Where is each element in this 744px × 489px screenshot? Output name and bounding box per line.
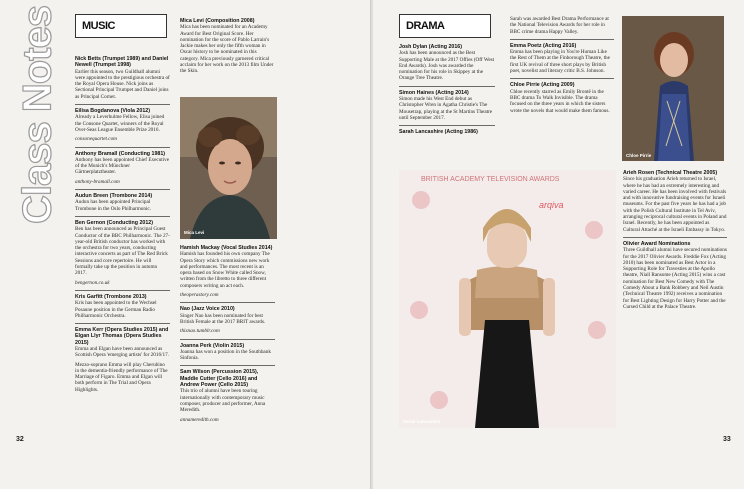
divider	[180, 339, 275, 340]
list-item: Emma Kerr (Opera Studies 2015) and Elgan Llyr Thomas (Opera Studies 2015) Emma and Elgan have been announced as Scottish Opera 'emerging artists' for 2016/17. Mezzo-soprano Emma will play Cherubino in the dementia-friendly performance of The Marriage of Figaro. Emma and Elgan will both perform in The Trial and Opera Highlights.	[75, 327, 169, 393]
list-item: Arieh Rosen (Technical Theatre 2005) Since his graduation Arieh returned to Israel, where he has had an extremely interesting and varied career. He has been involved with festivals and with innovative fundraising events for Israeli museums. For the past five years he has had a job with the Polish Cultural Institute in Tel Aviv, arranging reciprocal cultural events in Poland and Israel. Recently, he has been appointed as Cultural Attaché at the Israeli Embassy in Tokyo.	[623, 170, 727, 233]
divider	[180, 302, 275, 303]
divider	[75, 323, 170, 324]
drama-column-2	[510, 16, 614, 118]
list-item: Joanna Perk (Violin 2015) Joanna has won a position in the Southbank Sinfonia.	[180, 342, 271, 362]
music-column-1	[75, 56, 170, 397]
drama-column-1	[399, 44, 495, 140]
list-item: Nick Betts (Trumpet 1989) and Daniel Newell (Trumpet 1998) Earlier this season, two Guildhall alumni were appointed to the prestigious orchestra of the Royal Opera House. Nick joins as Sectional Principal Trumpet and Daniel joins as Principal Cornet.	[75, 56, 170, 100]
list-item: Olivier Award Nominations Three Guildhall alumni have secured nominations for the 2017 Olivier Awards. Freddie Fox (Acting 2010) has been nominated as Best Actor in a Supporting Role for Travesties at the Apollo theatre, Niall Ransome (Acting 2015) wins a cast nomination for Best New Comedy with The Comedy About a Bank Robbery and Neil Austin (Technical Theatre 1992) receives a nomination for Best Lighting Design for Harry Potter and the Cursed Child at the Palace Theatre.	[623, 240, 727, 310]
divider	[510, 39, 614, 40]
list-item: Anthony Bramall (Conducting 1981) Anthony has been appointed Chief Executive of the Munich's Münchner Gärtnerplatztheater. anthony-bramall.com	[75, 150, 170, 185]
left-page	[0, 0, 371, 489]
portrait-illustration	[180, 97, 277, 239]
chloe-pirrie-photo: Chloe Pirrie	[622, 16, 724, 161]
list-item: Sarah was awarded Best Drama Performance at the National Television Awards for her role in BBC crime drama Happy Valley.	[510, 16, 609, 35]
class-notes-title: Class Notes	[15, 6, 60, 224]
mica-levi-photo: Mica Levi	[180, 97, 277, 239]
drama-column-3	[623, 170, 727, 314]
list-item: Sarah Lancashire (Acting 1986)	[399, 129, 478, 136]
list-item: Chloe Pirrie (Acting 2009) Chloe recently starred as Emily Brontë in the BBC drama To Walk Invisible. The drama focused on the three years in which the sisters wrote the novels that would make them famous.	[510, 82, 610, 114]
divider	[75, 189, 170, 190]
divider	[75, 216, 170, 217]
divider	[399, 86, 495, 87]
list-item: Hamish Mackay (Vocal Studies 2014) Hamish has founded his own company The Opera Story which commissions new work and performances. The most recent is an opera based on Snow White called Snow, written from the libretto to three different composers writing an act each. theoperastory.com	[180, 245, 273, 299]
award-logo: arqiva	[539, 200, 564, 210]
divider	[75, 147, 170, 148]
list-item: Sam Wilson (Percussion 2015), Maddie Cutter (Cello 2016) and Andrew Power (Cello 2015) This trio of alumni have been touring internationally with contemporary music composer, producer and performer, Anna Meredith. annameredith.com	[180, 369, 266, 423]
list-item: Ben Gernon (Conducting 2012) Ben has been announced as Principal Guest Conductor of the BBC Philharmonic. The 27-year-old British conductor has worked with the orchestra for two years, conducting interactive concerts as part of The Red Brick Sessions and core repertoire. He will formally take up the position in autumn 2017. bengernon.co.uk	[75, 219, 170, 286]
backdrop-text: BRITISH ACADEMY TELEVISION AWARDS	[421, 176, 560, 183]
divider	[75, 290, 170, 291]
list-item: Emma Poetz (Acting 2016) Emma has been playing in You're Human Like the Rest of Them at the Finborough Theatre, the first UK revival of three short plays by British poet, novelist and literary critic B.S. Johnson.	[510, 42, 610, 75]
list-item: Josh Dylan (Acting 2016) Josh has been announced as the Best Supporting Male at the 2017 Offies (Off West End Awards). Josh was awarded the nomination for his role in Skippey at the Orange Tree Theatre.	[399, 44, 495, 82]
divider	[623, 237, 727, 238]
list-item: Kris Garfitt (Trombone 2013) Kris has been appointed to the Wechsel Posaune position in the German Radio Philharmonic Orchestra.	[75, 293, 157, 319]
page-number-right: 33	[723, 436, 731, 443]
list-item: Eilisa Bogdanova (Viola 2012) Already a Leverhulme Fellow, Elisa joined the Consone Quartet, winners of the Royal Over-Seas League Ensemble Prize 2016. consonequartet.com	[75, 108, 165, 143]
red-carpet-illustration	[399, 170, 616, 428]
page-number-left: 32	[16, 436, 24, 443]
divider	[510, 78, 614, 79]
music-section-heading: MUSIC	[75, 14, 167, 38]
divider	[399, 125, 495, 126]
list-item: Simon Haines (Acting 2014) Simon made his West End debut as Christopher Wren in Agatha Christie's The Mousetrap, playing at the St Martins Theatre until September 2017.	[399, 89, 493, 121]
drama-section-heading: DRAMA	[399, 14, 491, 38]
divider	[180, 365, 275, 366]
list-item: Mica Levi (Composition 2008) Mica has been nominated for an Academy Award for Best Original Score. Her nomination for the score of Pablo Larrain's Jackie makes her only the fifth woman in Oscar history to be nominated in this category. Mica previously garnered critical acclaim for her work on the 2013 film Under the Skin.	[180, 18, 274, 75]
portrait-illustration	[622, 16, 724, 161]
right-page	[373, 0, 744, 489]
sarah-lancashire-photo: BRITISH ACADEMY TELEVISION AWARDS arqiva Sarah Lancashire	[399, 170, 616, 428]
music-column-2-bottom	[180, 245, 275, 427]
music-column-2-top	[180, 18, 275, 79]
divider	[75, 104, 170, 105]
list-item: Audun Breen (Trombone 2014) Audun has been appointed Principal Trombone in the Oslo Philharmonic.	[75, 193, 153, 212]
list-item: Nao (Jazz Voice 2010) Singer Nao has been nominated for best British Female at the 2017 BRIT awards. thisnao.tumblr.com	[180, 306, 266, 335]
